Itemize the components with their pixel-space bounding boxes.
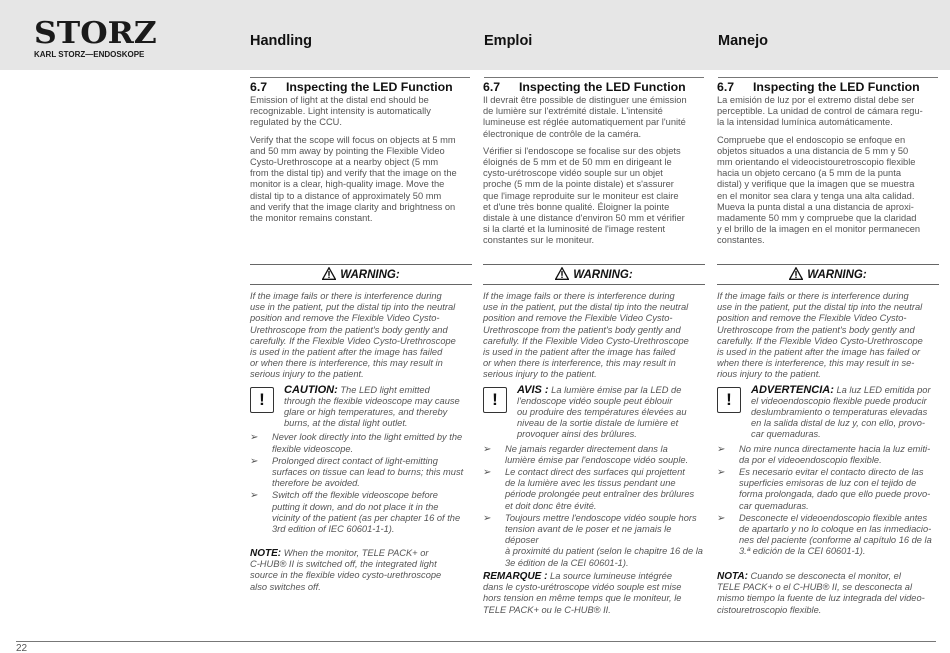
text-line: distal tip to a distance of approximately 50 mm [250, 190, 442, 201]
column-top-rule [484, 77, 704, 78]
text-line: regulated by the CCU. [250, 117, 342, 128]
text-line: de apartarlo y no lo coloque en las inmediacio- [739, 524, 932, 535]
text-line: dans le cysto-urétroscope vidéo souple est mise [483, 582, 682, 593]
section-title-text: Inspecting the LED Function [519, 80, 686, 94]
text-line: Never look directly into the light emitted by the [272, 432, 463, 443]
bullet-list [717, 444, 939, 558]
text-line: 3e édition de la CEI 60601-1). [505, 557, 629, 568]
text-line: position and remove the Flexible Video Cysto- [717, 313, 907, 324]
column-header-spanish: Manejo [718, 33, 768, 49]
text-line: et doit donc être évité. [505, 500, 597, 511]
caution-row [483, 385, 705, 441]
text-line: the monitor remains constant. [250, 213, 373, 224]
text-line: provoquer ainsi des brûlures. [517, 429, 637, 440]
text-line: Vérifier si l'endoscope se focalise sur des objets [483, 145, 681, 156]
bullet-item [717, 444, 939, 466]
text-line: en el monitor sea clara y tenga una alta calidad. [717, 190, 915, 201]
text-line: flexible videoscope. [272, 443, 354, 454]
text-line: Prolonged direct contact of light-emitting [272, 455, 438, 466]
bullet-item [250, 456, 472, 490]
text-line: objetos situados a una distancia de 5 mm y 50 [717, 145, 909, 156]
bullet-item [483, 467, 705, 512]
body-text [483, 95, 705, 247]
caution-exclamation-icon: ! [483, 387, 507, 413]
caution-text [751, 385, 931, 441]
text-line: therefore be avoided. [272, 478, 360, 489]
text-line: constantes sur le moniteur. [483, 235, 595, 246]
text-line: 3rd edition of IEC 60601-1-1). [272, 524, 395, 535]
text-line: de la lumière avec les tissus pendant une [505, 478, 676, 489]
caution-exclamation-icon: ! [717, 387, 741, 413]
column-french [483, 79, 705, 253]
warning-text [250, 291, 472, 381]
text-line: constantes. [717, 235, 765, 246]
note-first-text: La source lumineuse intégrée [547, 571, 673, 581]
warning-block [250, 264, 472, 536]
body-text [717, 95, 939, 247]
section-number: 6.7 [483, 80, 501, 94]
text-line: Urethroscope from the patient's body gently and [483, 324, 681, 335]
text-line: et d'une très bonne qualité. Éloigner la pointe [483, 201, 670, 212]
text-line: en la salida distal de luz y, con ello, provo- [751, 418, 925, 429]
text-line: If the image fails or there is interference during [717, 291, 909, 301]
note-label: REMARQUE : [483, 571, 548, 582]
caution-label: AVIS : [517, 383, 549, 396]
text-line: is used in the patient after the image has failed [250, 347, 443, 358]
text-line: Mueva la punta distal a una distancia de aproxi- [717, 201, 914, 212]
text-line: use in the patient, put the distal tip into the neutral [717, 302, 923, 313]
text-line: or when there is interference, this may result in [250, 358, 443, 369]
bullet-text [272, 490, 460, 535]
text-line: perceptible. La unidad de control de cámara regu- [717, 106, 923, 117]
column-top-rule [718, 77, 938, 78]
note-block [717, 571, 939, 616]
text-line: hacia un objeto cercano (a 5 mm de la punta [717, 168, 901, 179]
caution-exclamation-icon: ! [250, 387, 274, 413]
text-line: burns, at the distal light outlet. [284, 418, 408, 429]
text-line: If the image fails or there is interference during [483, 291, 675, 301]
bullet-arrow-icon: ➢ [483, 467, 492, 479]
text-line: nes del paciente (conforme al capítulo 16 de la [739, 535, 932, 546]
text-line: If the image fails or there is interference during [250, 291, 442, 301]
text-line: Cysto-Urethroscope at a nearby object (5 mm [250, 157, 439, 168]
text-line: or when there is interference, this may result in [483, 358, 676, 369]
text-line: rious injury to the patient. [717, 369, 821, 380]
note-first-text: Cuando se desconecta el monitor, el [747, 571, 901, 581]
warning-triangle-icon [789, 267, 803, 280]
text-line: superficies emisoras de luz con el tejido de [739, 478, 917, 489]
text-line: carefully. If the Flexible Video Cysto-Urethroscope [483, 335, 689, 346]
column-english [250, 79, 472, 230]
bullet-text [739, 467, 930, 512]
text-line: use in the patient, put the distal tip into the neutral [483, 302, 689, 313]
text-line: Emission of light at the distal end should be [250, 95, 429, 105]
text-line: Es necesario evitar el contacto directo de las [739, 467, 924, 478]
text-line: à proximité du patient (selon le chapitre 16 de la [505, 546, 703, 557]
logo-main-text: STORZ [34, 16, 157, 51]
caution-first-text: La luz LED emitida por [833, 384, 931, 395]
paragraph [483, 146, 705, 247]
bullet-list [250, 432, 472, 535]
warning-title-text: WARNING: [573, 269, 633, 281]
warning-triangle-icon [322, 267, 336, 280]
note-block [483, 571, 705, 616]
bullet-arrow-icon: ➢ [717, 512, 726, 524]
paragraph [250, 95, 472, 129]
text-line: serious injury to the patient. [250, 369, 364, 380]
text-line: Il devrait être possible de distinguer une émission [483, 95, 687, 105]
text-line: que l'image reproduite sur le moniteur est claire [483, 190, 679, 201]
storz-logo [34, 16, 164, 59]
bullet-item [717, 513, 939, 558]
text-line: madamente 50 mm y compruebe que la claridad [717, 213, 917, 224]
warning-text [483, 291, 705, 381]
text-line: forma prolongada, dado que ello puede provo- [739, 489, 931, 500]
text-line: Urethroscope from the patient's body gently and [717, 324, 915, 335]
text-line: 3.ª edición de la CEI 60601-1). [739, 546, 866, 557]
text-line: car quemaduras. [751, 429, 821, 440]
bullet-text [272, 432, 462, 454]
text-line: niveau de la sortie distale de lumière et [517, 418, 679, 429]
text-line: car quemaduras. [739, 500, 809, 511]
text-line: use in the patient, put the distal tip into the neutral [250, 302, 456, 313]
text-line: y el brillo de la imagen en el monitor permanecen [717, 224, 921, 235]
text-line: surfaces on tissue can lead to burns; this must [272, 467, 464, 478]
text-line: and verify that the image clarity and brightness on [250, 201, 456, 212]
text-line: when there is interference, this may result in se- [717, 358, 915, 369]
text-line: proche (5 mm de la pointe distale) et s'assurer [483, 179, 674, 190]
warning-rule [250, 264, 472, 265]
warning-rule [717, 264, 939, 265]
text-line: carefully. If the Flexible Video Cysto-Urethroscope [717, 335, 923, 346]
bullet-text [272, 456, 463, 490]
bullet-item [717, 467, 939, 512]
text-line: Le contact direct des surfaces qui projettent [505, 467, 685, 478]
text-line: is used in the patient after the image has failed [483, 347, 676, 358]
text-line: glare or high temperatures, and thereby [284, 407, 448, 418]
footer-rule [16, 641, 936, 642]
text-line: position and remove the Flexible Video Cysto- [250, 313, 440, 324]
warning-rule [250, 284, 472, 285]
note-first-line [250, 548, 472, 559]
column-spanish [717, 79, 939, 253]
text-line: hors tension en même temps que le moniteur, le [483, 593, 682, 604]
warning-block [717, 264, 939, 559]
bullet-arrow-icon: ➢ [483, 512, 492, 524]
text-line: La emisión de luz por el extremo distal debe ser [717, 95, 915, 105]
bullet-arrow-icon: ➢ [717, 443, 726, 455]
column-header-english: Handling [250, 33, 313, 49]
caution-first-text: La lumière émise par la LED de [548, 384, 682, 395]
caution-row [250, 385, 472, 430]
warning-triangle-icon [555, 267, 569, 280]
text-line: source in the flexible video cysto-urethroscope [250, 570, 442, 581]
caution-row [717, 385, 939, 441]
caution-label: CAUTION: [284, 383, 338, 396]
text-line: and 50 mm away by pointing the Flexible Video [250, 145, 445, 156]
bullet-arrow-icon: ➢ [717, 467, 726, 479]
warning-rule [717, 284, 939, 285]
text-line: lumière émise par l'endoscope vidéo souple. [505, 454, 689, 465]
warning-text [717, 291, 939, 381]
text-line: Ne jamais regarder directement dans la [505, 443, 668, 454]
paragraph [250, 135, 472, 225]
text-line: position and remove the Flexible Video Cysto- [483, 313, 673, 324]
logo-sub-text: KARL STORZ—ENDOSKOPE [34, 50, 145, 59]
text-line: mm orientando el videocistouretroscopio flexible [717, 157, 916, 168]
caution-first-line [517, 385, 687, 396]
note-label: NOTA: [717, 571, 748, 582]
text-line: from the distal tip) and verify that the image on the [250, 168, 457, 179]
section-title [483, 79, 705, 95]
section-number: 6.7 [250, 80, 268, 94]
caution-first-text: The LED light emitted [337, 384, 430, 395]
text-line: mismo tiempo la fuente de luz integrada del video- [717, 593, 925, 604]
text-line: No mire nunca directamente hacia la luz emiti- [739, 443, 931, 454]
text-line: si la clarté et la luminosité de l'image restent [483, 224, 666, 235]
warning-rule [483, 284, 705, 285]
bullet-list [483, 444, 705, 569]
text-line: da por el videoendoscopio flexible. [739, 454, 882, 465]
caution-label: ADVERTENCIA: [751, 383, 834, 396]
note-first-line [483, 571, 705, 582]
text-line: Switch off the flexible videoscope before [272, 490, 438, 501]
text-line: lumineuse est réglée automatiquement par l'unité [483, 117, 686, 128]
section-title [250, 79, 472, 95]
note-label: NOTE: [250, 548, 282, 559]
text-line: also switches off. [250, 581, 321, 592]
warning-title [483, 266, 705, 284]
text-line: putting it down, and do not place it in the [272, 501, 439, 512]
text-line: el videoendoscopio flexible puede producir [751, 395, 927, 406]
bullet-text [739, 444, 930, 466]
bullet-text [505, 513, 705, 569]
warning-rule [483, 264, 705, 265]
text-line: cistouretroscopio flexible. [717, 604, 822, 615]
warning-title-text: WARNING: [340, 269, 400, 281]
caution-text [517, 385, 687, 441]
warning-block [483, 264, 705, 570]
bullet-arrow-icon: ➢ [250, 490, 259, 502]
paragraph [717, 95, 939, 129]
text-line: deslumbramiento o temperaturas elevadas [751, 407, 928, 418]
text-line: distale à une distance d'environ 50 mm et vérifier [483, 213, 685, 224]
paragraph [717, 135, 939, 247]
note-first-text: When the monitor, TELE PACK+ or [281, 548, 429, 558]
text-line: Verify that the scope will focus on objects at 5 mm [250, 134, 456, 145]
section-title-text: Inspecting the LED Function [753, 80, 920, 94]
text-line: l'endoscope vidéo souple peut éblouir [517, 395, 673, 406]
text-line: éloignés de 5 mm et de 50 mm en dirigeant le [483, 157, 672, 168]
text-line: serious injury to the patient. [483, 369, 597, 380]
bullet-text [739, 513, 932, 558]
caution-text [284, 385, 460, 430]
paragraph [483, 95, 705, 140]
text-line: carefully. If the Flexible Video Cysto-Urethroscope [250, 335, 456, 346]
column-header-french: Emploi [484, 33, 533, 49]
text-line: électronique de contrôle de la caméra. [483, 128, 642, 139]
text-line: TELE PACK+ ou le C-HUB® II. [483, 604, 611, 615]
text-line: Toujours mettre l'endoscope vidéo souple hors [505, 512, 697, 523]
warning-title [250, 266, 472, 284]
text-line: through the flexible videoscope may cause [284, 395, 460, 406]
text-line: ou produire des températures élevées au [517, 407, 687, 418]
text-line: tension avant de le poser et ne jamais le déposer [505, 524, 672, 546]
body-text [250, 95, 472, 224]
text-line: recognizable. Light intensity is automatically [250, 106, 431, 117]
section-title-text: Inspecting the LED Function [286, 80, 453, 94]
section-title [717, 79, 939, 95]
bullet-item [483, 513, 705, 569]
warning-title [717, 266, 939, 284]
text-line: la la intensidad lumínica automáticamente. [717, 117, 893, 128]
text-line: Compruebe que el endoscopio se enfoque en [717, 134, 906, 145]
text-line: is used in the patient after the image has failed or [717, 347, 921, 358]
text-line: Urethroscope from the patient's body gently and [250, 324, 448, 335]
bullet-text [505, 444, 688, 466]
bullet-item [250, 490, 472, 535]
note-first-line [717, 571, 939, 582]
text-line: C-HUB® II is switched off, the integrated light [250, 559, 437, 570]
text-line: de lumière sur l'extrémité distale. L'intensité [483, 106, 663, 117]
caution-first-line [751, 385, 931, 396]
text-line: vicinity of the patient (as per chapter 16 of the [272, 512, 461, 523]
bullet-item [250, 432, 472, 454]
bullet-text [505, 467, 694, 512]
text-line: Desconecte el videoendoscopio flexible antes [739, 512, 928, 523]
bullet-arrow-icon: ➢ [250, 455, 259, 467]
text-line: cysto-urétroscope vidéo souple sur un objet [483, 168, 663, 179]
text-line: période prolongée peut entraîner des brûlures [505, 489, 695, 500]
page-number: 22 [16, 643, 28, 653]
warning-title-text: WARNING: [807, 269, 867, 281]
bullet-item [483, 444, 705, 466]
caution-first-line [284, 385, 460, 396]
text-line: monitor is a clear, high-quality image. Move the [250, 179, 445, 190]
text-line: TELE PACK+ o el C-HUB® II, se desconecta al [717, 582, 913, 593]
bullet-arrow-icon: ➢ [483, 443, 492, 455]
text-line: distal) y verifique que la imagen que se muestra [717, 179, 915, 190]
note-block [250, 548, 472, 593]
section-number: 6.7 [717, 80, 735, 94]
column-top-rule [250, 77, 470, 78]
bullet-arrow-icon: ➢ [250, 432, 259, 444]
